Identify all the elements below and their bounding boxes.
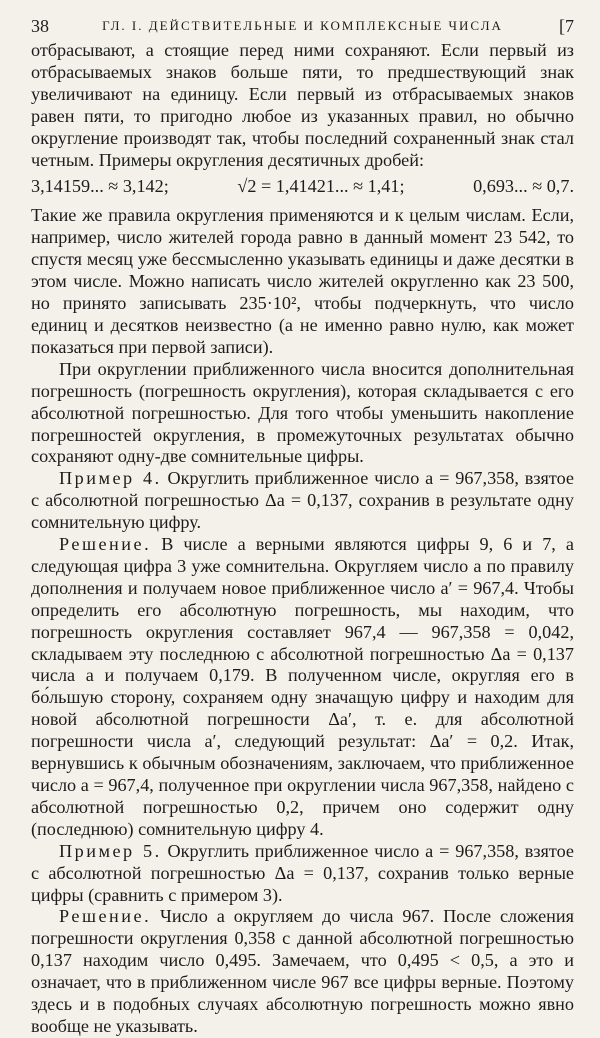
solution-5-label: Решение. <box>59 906 152 927</box>
example-4-text: Округлить приближенное число a = 967,358, взятое с абсолютной погрешностью Δa = 0,137, сохранив в результате одну сомнительную цифру. <box>31 468 575 533</box>
example-5-text: Округлить приближенное число a = 967,358, взятое с абсолютной погрешностью Δa = 0,137, сохранив только верные цифры (сравнить с примером 3). <box>31 840 575 905</box>
formula-0693: 0,693... ≈ 0,7. <box>473 176 574 197</box>
section-number: [7 <box>559 16 574 36</box>
running-header <box>31 10 574 40</box>
example-5 <box>31 841 574 907</box>
solution-4 <box>31 534 574 841</box>
solution-5-text: Число a округляем до числа 967. После сложения погрешности округления 0,358 с данной абсолютной погрешностью 0,137 находим число 0,495. Замечаем, что 0,495 < 0,5, а это и означает, что в приближенном числе 967 все цифры верные. Поэтому здесь и в подобных случаях абсолютную погрешность можно явно вообще не указывать. <box>31 906 574 1036</box>
formula-pi: 3,14159... ≈ 3,142; <box>31 176 169 197</box>
page-body <box>31 40 574 1038</box>
paragraph-rounding-error: При округлении приближенного числа вносится дополнительная погрешность (погрешность округления), которая складывается с его абсолютной погрешностью. Для того чтобы уменьшить накопление погрешностей округления, в промежуточных результатах обычно сохраняют одну-две сомнительные цифры. <box>31 358 574 467</box>
paragraph-integers: Такие же правила округления применяются и к целым числам. Если, например, число жителей города равно в данный момент 23 542, то спустя месяц уже бессмысленно указывать единицы и даже десятки в этом числе. Можно написать число жителей округленно как 23 500, но принято записывать 235·10², чтобы подчеркнуть, что число единиц и десятков неизвестно (а не именно равно нулю, как может показаться при первой записи). <box>31 205 574 357</box>
example-4-label: Пример 4. <box>59 468 162 489</box>
formula-sqrt2: √2 = 1,41421... ≈ 1,41; <box>237 176 405 197</box>
chapter-title: ГЛ. I. ДЕЙСТВИТЕЛЬНЫЕ И КОМПЛЕКСНЫЕ ЧИСЛА <box>102 18 503 33</box>
example-4 <box>31 468 574 534</box>
example-5-label: Пример 5. <box>59 840 162 861</box>
solution-4-text: В числе a верными являются цифры 9, 6 и 7, а следующая цифра 3 уже сомнительна. Округляем число a по правилу дополнения и получаем новое приближенное число a′ = 967,4. Чтобы определить его абсолютную погрешность, мы находим, что погрешность округления составляет 967,4 — 967,358 = 0,042, складываем эту последнюю с абсолютной погрешностью Δa = 0,137 числа a и получаем 0,179. В полученном числе, округляя его в бо́льшую сторону, сохраняем одну значащую цифру и находим для новой абсолютной погрешности Δa′, т. е. для абсолютной погрешности числа a′, следующий результат: Δa′ = 0,2. Итак, вернувшись к обычным обозначениям, заключаем, что приближенное число a = 967,4, полученное при округлении числа 967,358, найдено с абсолютной погрешностью 0,2, причем оно содержит одну (последнюю) сомнительную цифру 4. <box>31 534 574 839</box>
page-number: 38 <box>31 16 49 36</box>
paragraph-rounding-rules: отбрасывают, а стоящие перед ними сохраняют. Если первый из отбрасываемых знаков больше пяти, то предшествующий знак увеличивают на единицу. Если первый из отбрасываемых знаков равен пяти, то пригодно любое из указанных правил, но обычно округление производят так, чтобы последний сохраненный знак стал четным. Примеры округления десятичных дробей: <box>31 40 574 170</box>
solution-5 <box>31 906 574 1037</box>
rounding-examples-formula <box>31 171 574 205</box>
solution-4-label: Решение. <box>59 534 152 555</box>
